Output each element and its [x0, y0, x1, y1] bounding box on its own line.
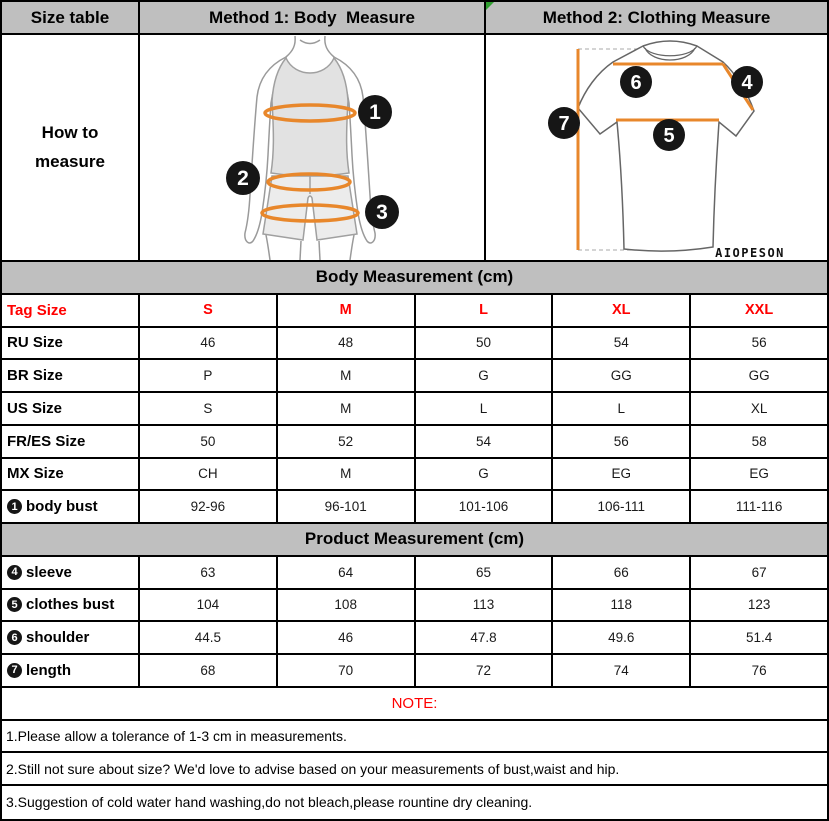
table-cell: 47.8: [416, 622, 554, 653]
table-cell: 68: [140, 655, 278, 686]
method1-header-cell: [140, 2, 486, 33]
table-cell: 74: [553, 655, 691, 686]
svg-text:5: 5: [663, 125, 675, 147]
illustration-row: [2, 35, 827, 262]
row-label: MX Size: [2, 459, 140, 490]
circled-1-icon: 1: [7, 499, 22, 514]
size-table-header-cell: [2, 2, 140, 33]
size-col-m: M: [278, 295, 416, 326]
table-cell: M: [278, 459, 416, 490]
table-cell: GG: [553, 360, 691, 391]
method2-header-cell: [486, 2, 827, 33]
marker-3: [365, 195, 399, 229]
row-label: 6 shoulder: [2, 622, 140, 653]
table-cell: 50: [140, 426, 278, 457]
table-cell: 76: [751, 662, 767, 678]
svg-text:6: 6: [630, 72, 642, 94]
table-cell: G: [416, 360, 554, 391]
method1-title: Method 1: Body Measure: [209, 7, 415, 27]
tshirt-illustration: [486, 35, 827, 260]
circled-7-icon: 7: [7, 663, 22, 678]
size-col-l: L: [416, 295, 554, 326]
row-label: FR/ES Size: [2, 426, 140, 457]
table-cell: 113: [416, 590, 554, 621]
how-to-measure-label: How to measure: [35, 123, 105, 171]
row-label: RU Size: [2, 328, 140, 359]
table-cell: 46: [278, 622, 416, 653]
table-cell: 56: [553, 426, 691, 457]
body-bust-row: [2, 491, 827, 524]
note-title: NOTE:: [391, 694, 438, 712]
table-cell: P: [140, 360, 278, 391]
tag-size-row: [2, 295, 827, 328]
svg-text:4: 4: [741, 72, 753, 94]
table-cell: 54: [416, 426, 554, 457]
product-measurement-title: Product Measurement (cm): [304, 529, 525, 549]
table-cell: 44.5: [140, 622, 278, 653]
note-item-2: 2.Still not sure about size? We'd love to advise based on your measurements of bust,waist and hip.: [2, 753, 827, 786]
table-cell: 52: [278, 426, 416, 457]
marker-6: [620, 66, 652, 98]
body-measurement-title-bar: [2, 262, 827, 295]
table-cell: 46: [140, 328, 278, 359]
table-cell: 123: [747, 597, 771, 613]
us-size-row: [2, 393, 827, 426]
table-cell: 104: [140, 590, 278, 621]
table-cell: 56: [751, 335, 767, 351]
row-label: BR Size: [2, 360, 140, 391]
br-size-row: [2, 360, 827, 393]
circled-4-icon: 4: [7, 565, 22, 580]
table-cell: 106-111: [553, 491, 691, 522]
fres-size-row: [2, 426, 827, 459]
table-cell: 65: [416, 557, 554, 588]
row-label: 1 body bust: [2, 491, 140, 522]
svg-text:7: 7: [558, 113, 570, 135]
table-cell: 54: [553, 328, 691, 359]
table-cell: L: [416, 393, 554, 424]
marker-2: [226, 161, 260, 195]
marker-7: [548, 107, 580, 139]
excel-flag-icon: [486, 2, 494, 10]
note-item-3: 3.Suggestion of cold water hand washing,do not bleach,please rountine dry cleaning.: [6, 794, 533, 811]
row-label: US Size: [2, 393, 140, 424]
table-cell: 66: [553, 557, 691, 588]
mx-size-row: [2, 459, 827, 492]
length-row: [2, 655, 827, 688]
svg-text:3: 3: [376, 201, 388, 224]
body-measure-diagram-cell: [140, 35, 486, 260]
figure-tank-top: [271, 58, 349, 176]
tag-size-label-cell: Tag Size: [2, 295, 140, 326]
table-cell: EG: [553, 459, 691, 490]
body-figure-illustration: [140, 35, 484, 260]
table-cell: S: [140, 393, 278, 424]
method2-title: Method 2: Clothing Measure: [542, 7, 771, 27]
table-cell: 49.6: [553, 622, 691, 653]
marker-4: [731, 66, 763, 98]
table-cell: XL: [750, 400, 768, 416]
body-measurement-title: Body Measurement (cm): [315, 267, 514, 287]
table-cell: GG: [748, 368, 770, 384]
table-cell: 63: [140, 557, 278, 588]
product-measurement-title-bar: [2, 524, 827, 557]
table-cell: 67: [751, 564, 767, 580]
table-cell: 92-96: [140, 491, 278, 522]
size-col-s: S: [140, 295, 278, 326]
table-cell: 70: [278, 655, 416, 686]
how-to-measure-cell: [2, 35, 140, 260]
clothing-measure-diagram-cell: [486, 35, 827, 260]
row-label: 5 clothes bust: [2, 590, 140, 621]
ru-size-row: [2, 328, 827, 361]
marker-5: [653, 119, 685, 151]
circled-6-icon: 6: [7, 630, 22, 645]
note-item-1: 1.Please allow a tolerance of 1-3 cm in measurements.: [2, 721, 827, 754]
table-cell: 58: [751, 433, 767, 449]
size-table-title: Size table: [30, 7, 110, 27]
shoulder-row: [2, 622, 827, 655]
sleeve-row: [2, 557, 827, 590]
table-cell: M: [278, 360, 416, 391]
size-col-xxl: XXL: [744, 302, 774, 319]
circled-5-icon: 5: [7, 597, 22, 612]
table-cell: EG: [749, 466, 769, 482]
table-cell: L: [553, 393, 691, 424]
table-cell: 64: [278, 557, 416, 588]
table-cell: 72: [416, 655, 554, 686]
figure-legs: [266, 235, 354, 260]
table-cell: 51.4: [745, 630, 773, 646]
table-cell: 96-101: [278, 491, 416, 522]
note-title-row: [2, 688, 827, 721]
table-cell: 48: [278, 328, 416, 359]
marker-1: [358, 95, 392, 129]
table-cell: 108: [278, 590, 416, 621]
table-cell: CH: [140, 459, 278, 490]
table-cell: 118: [553, 590, 691, 621]
clothes-bust-row: [2, 590, 827, 623]
row-label: 4 sleeve: [2, 557, 140, 588]
svg-text:2: 2: [237, 167, 249, 190]
table-cell: M: [278, 393, 416, 424]
table-cell: 50: [416, 328, 554, 359]
table-cell: 111-116: [735, 499, 783, 515]
top-header-row: [2, 2, 827, 35]
svg-text:1: 1: [369, 101, 381, 124]
brand-label: AIOPESON: [715, 246, 785, 260]
table-cell: G: [416, 459, 554, 490]
size-col-xl: XL: [553, 295, 691, 326]
table-cell: 101-106: [416, 491, 554, 522]
figure-neck: [286, 36, 334, 57]
row-label: 7 length: [2, 655, 140, 686]
